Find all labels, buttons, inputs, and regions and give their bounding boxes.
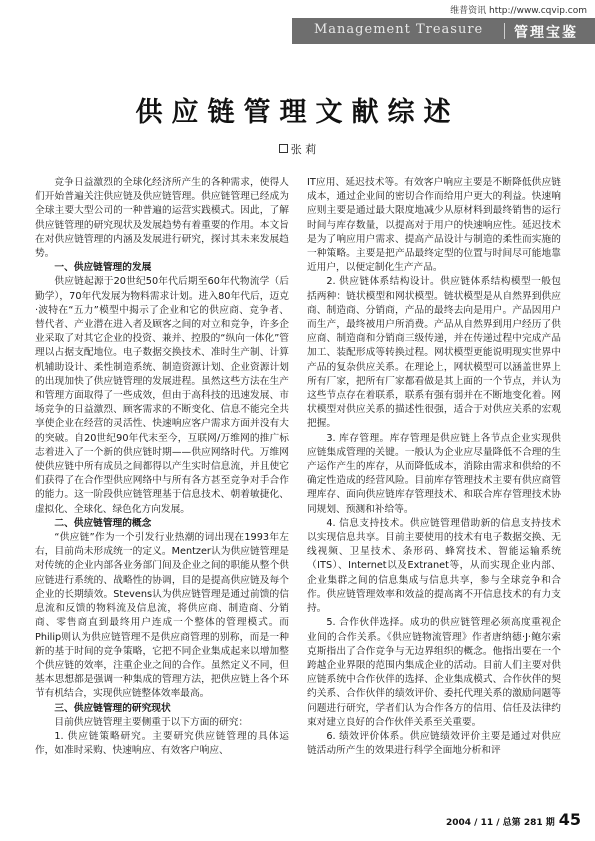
banner-english-label: Management Treasure xyxy=(314,22,484,37)
body-paragraph: 6. 绩效评价体系。供应链绩效评价主要是通过对供应链活动所产生的效果进行科学全面地分析和评 xyxy=(307,730,561,757)
page-footer xyxy=(446,810,581,829)
section-banner xyxy=(292,18,595,44)
issue-label: 2004 / 11 / 总第 281 期 xyxy=(446,818,555,828)
watermark-text: 维普资讯 http://www.cqvip.com xyxy=(450,6,587,16)
page-number: 45 xyxy=(558,810,581,829)
section-heading: 一、供应链管理的发展 xyxy=(54,262,152,274)
banner-divider xyxy=(504,23,505,39)
body-paragraph: 3. 库存管理。库存管理是供应链上各节点企业实现供应链集成管理的关键。一般认为企业应尽量降低不合理的生产运作产生的库存，从而降低成本，消除由需求和供给的不确定性造成的经营风险。目前库存管理技术主要有供应商管理库存、面向供应链库存管理技术、和联合库存管理技术协同规划、预测和补给等。 xyxy=(307,432,561,515)
body-paragraph: 供应链起源于20世纪50年代后期至60年代物流学（后勤学），70年代发展为物料需求计划。进入80年代后，迈克·波特在“五力”模型中揭示了企业和它的供应商、竞争者、替代者、产业潜在进入者及顾客之间的对立和竞争，许多企业采取了对其它企业的投资、兼并、控股的“纵向一体化”管理以占据支配地位。电子数据交换技术、准时生产制、计算机辅助设计、柔性制造系统、制造资源计划、企业资源计划的出现加快了供应链管理的发展进程。虽然这些方法在生产和管理方面取得了一些成效，但由于高科技的迅速发展、市场竞争的日益激烈、顾客需求的不断变化、信息不能完全共享使企业在经营的灵活性、快速响应客户需求方面并没有大的突破。自20世纪90年代末至今，互联网/万维网的推广标志着进入了一个新的供应链时期——供应网络时代。万维网使供应链中所有成员之间都得以产生实时信息流，并且使它们获得了在合作型供应网络中与所有各方甚至竞争对手合作的能力。这一阶段供应链管理基于信息技术、朝着敏捷化、虚拟化、全球化、绿色化方向发展。 xyxy=(35,276,289,515)
left-column xyxy=(35,176,289,758)
right-column xyxy=(307,176,561,758)
article-title: 供应链管理文献综述 xyxy=(135,97,460,128)
section-heading: 三、供应链管理的研究现状 xyxy=(54,702,171,714)
author-box-icon xyxy=(279,144,288,153)
body-paragraph: 4. 信息支持技术。供应链管理借助新的信息支持技术以实现信息共享。目前主要使用的技术有电子数据交换、无线视频、卫星技术、条形码、蜂窝技术、智能运输系统（ITS）、Internet以及Extranet等，从而实现企业内部、企业集群之间的信息集成与信息共享，参与全球竞争和合作。供应链管理效率和效益的提高离不开信息技术的有力支持。 xyxy=(307,517,561,615)
body-paragraph: 竞争日益激烈的全球化经济所产生的各种需求，使得人们开始普遍关注供应链及供应链管理。供应链管理已经成为全球主要大型公司的一种普遍的运营实践模式。因此，了解供应链管理的研究现状及发展趋势有着重要的作用。本文旨在对供应链管理的内涵及发展进行研究，探讨其未来发展趋势。 xyxy=(35,177,289,260)
author-line xyxy=(0,141,595,157)
section-heading: 二、供应链管理的概念 xyxy=(54,517,152,529)
banner-chinese-label: 管理宝鉴 xyxy=(514,25,578,41)
author-name: 张 莉 xyxy=(290,143,317,156)
body-paragraph: 5. 合作伙伴选择。成功的供应链管理必须高度重视企业间的合作关系。《供应链物流管理》作者唐纳德·J·鲍尔索克斯指出了合作竞争与无边界组织的概念。他指出要在一个跨越企业界限的范围内集成企业的活动。目前人们主要对供应链系统中合作伙伴的选择、企业集成模式、合作伙伴的契约关系、合作伙伴的绩效评价、委托代理关系的激励问题等问题进行研究，学者们认为合作各方的信用、信任及法律约束对建立良好的合作伙伴关系至关重要。 xyxy=(307,617,561,728)
body-paragraph: “供应链”作为一个引发行业热潮的词出现在1993年左右，目前尚未形成统一的定义。Mentzer认为供应链管理是对传统的企业内部各业务部门间及企业之间的职能从整个供应链进行系统的、战略性的协调，目的是提高供应链及每个企业的长期绩效。Stevens认为供应链管理是通过前馈的信息流和反馈的物料流及信息流，将供应商、制造商、分销商、零售商直到最终用户连成一个整体的管理模式。而Philip则认为供应链管理不是供应商管理的别称，而是一种新的基于时间的竞争策略，它把不同企业集成起来以增加整个供应链的效率，注重企业之间的合作。虽然定义不同，但基本思想都是强调一种集成的管理方法，把供应链上各个环节有机结合，实现供应链整体效率最高。 xyxy=(35,532,289,700)
body-paragraph: 目前供应链管理主要侧重于以下方面的研究： xyxy=(54,716,249,728)
body-paragraph: IT应用、延迟技术等。有效客户响应主要是不断降低供应链成本，通过企业间的密切合作而给用户更大的利益。快速响应则主要是通过最大限度地减少从原材料到最终销售的运行时间与库存数量，以提高对于用户的快速响应性。延迟技术是为了响应用户需求、提高产品设计与制造的柔性而实施的一种策略。主要是把产品最终定型的位置与时间尽可能地靠近用户，以便定制化生产产品。 xyxy=(307,177,561,274)
body-paragraph: 1. 供应链策略研究。主要研究供应链管理的具体运作，如准时采购、快速响应、有效客户响应、 xyxy=(35,730,289,757)
body-paragraph: 2. 供应链体系结构设计。供应链体系结构模型一般包括两种：链状模型和网状模型。链状模型是从自然界到供应商、制造商、分销商，产品的最终去向是用户。产品因用户而生产，最终被用户所消费。产品从自然界到用户经历了供应商、制造商和分销商三级传递，并在传递过程中完成产品加工、装配形成等转换过程。网状模型更能说明现实世界中产品的复杂供应关系。在理论上，网状模型可以涵盖世界上所有厂家，把所有厂家都看做是其上面的一个节点，并认为这些节点存在着联系，联系有强有弱并在不断地变化着。网状模型对供应关系的描述性很强，适合于对供应关系的宏观把握。 xyxy=(307,276,561,430)
